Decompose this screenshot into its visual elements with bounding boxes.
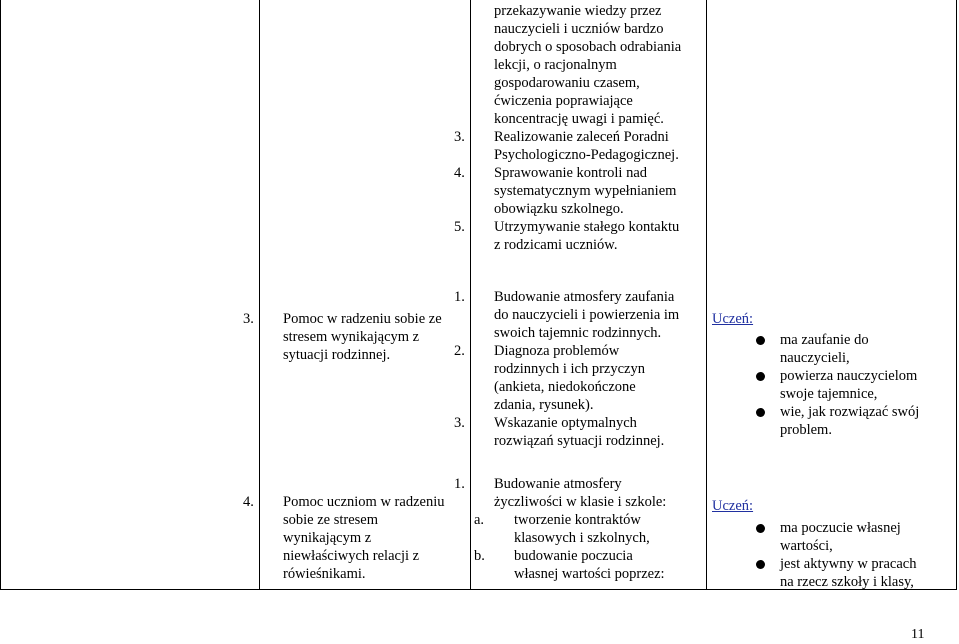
bullet-item: wie, jak rozwiązać swój problem. bbox=[754, 403, 919, 439]
text-line: własnej wartości poprzez: bbox=[514, 566, 665, 582]
text-line: rówieśnikami. bbox=[283, 566, 366, 582]
table-border-right bbox=[956, 0, 957, 589]
text-line: dobrych o sposobach odrabiania bbox=[494, 39, 682, 55]
text-line: (ankieta, niedokończone bbox=[494, 379, 636, 395]
row3-methods-cell bbox=[454, 475, 667, 583]
text-line: rozwiązań sytuacji rodzinnej. bbox=[494, 433, 665, 449]
table-divider-1 bbox=[259, 0, 260, 589]
list-item: 1. Budowanie atmosfery bbox=[454, 476, 622, 492]
text-line: nauczycieli i uczniów bardzo bbox=[494, 21, 664, 37]
student-label: Uczeń: bbox=[712, 311, 754, 327]
sub-list-item: b. budowanie poczucia bbox=[474, 548, 633, 564]
bullet-icon bbox=[756, 336, 765, 345]
row3-task-cell bbox=[243, 493, 445, 583]
row2-task-cell bbox=[243, 310, 442, 364]
bullet-icon bbox=[756, 560, 765, 569]
text-line: stresem wynikającym z bbox=[283, 329, 420, 345]
text-line: lekcji, o racjonalnym bbox=[494, 57, 617, 73]
bullet-item: ma poczucie własnej wartości, bbox=[754, 519, 917, 555]
text-line: do nauczycieli i powierzenia im bbox=[494, 307, 680, 323]
text-line: sobie ze stresem bbox=[283, 512, 379, 528]
text-line: obowiązku szkolnego. bbox=[494, 201, 624, 217]
text-line: systematycznym wypełnianiem bbox=[494, 183, 677, 199]
table-divider-2 bbox=[470, 0, 471, 589]
text-line: Psychologiczno-Pedagogicznej. bbox=[494, 147, 679, 163]
bullet-item: ma zaufanie do nauczycieli, bbox=[754, 331, 919, 367]
text-line: ćwiczenia poprawiające bbox=[494, 93, 633, 109]
row3-effects-cell bbox=[712, 497, 917, 591]
list-item: 2. Diagnoza problemów bbox=[454, 343, 620, 359]
text-line: wynikającym z bbox=[283, 530, 372, 546]
text-line: zdania, rysunek). bbox=[494, 397, 594, 413]
list-item: 4. Sprawowanie kontroli nad bbox=[454, 165, 648, 181]
table-border-left bbox=[0, 0, 1, 589]
bullet-icon bbox=[756, 372, 765, 381]
text-line: rodzinnych i ich przyczyn bbox=[494, 361, 645, 377]
student-label: Uczeń: bbox=[712, 498, 754, 514]
text-line: koncentrację uwagi i pamięć. bbox=[494, 111, 664, 127]
text-line: sytuacji rodzinnej. bbox=[283, 347, 391, 363]
list-item: 5. Utrzymywanie stałego kontaktu bbox=[454, 219, 680, 235]
task-title: 4. Pomoc uczniom w radzeniu bbox=[243, 494, 445, 510]
bullet-item: jest aktywny w pracach na rzecz szkoły i klasy, bbox=[754, 555, 917, 591]
row2-methods-cell bbox=[454, 288, 680, 450]
row2-effects-cell bbox=[712, 310, 919, 439]
list-item: 3. Realizowanie zaleceń Poradni bbox=[454, 129, 669, 145]
table-divider-3 bbox=[706, 0, 707, 589]
text-line: przekazywanie wiedzy przez bbox=[494, 3, 662, 19]
sub-list-item: a. tworzenie kontraktów bbox=[474, 512, 641, 528]
text-line: gospodarowaniu czasem, bbox=[494, 75, 640, 91]
text-line: niewłaściwych relacji z bbox=[283, 548, 420, 564]
text-line: swoich tajemnic rodzinnych. bbox=[494, 325, 662, 341]
bullet-icon bbox=[756, 408, 765, 417]
bullet-icon bbox=[756, 524, 765, 533]
text-line: klasowych i szkolnych, bbox=[514, 530, 650, 546]
list-item: 3. Wskazanie optymalnych bbox=[454, 415, 637, 431]
bullet-item: powierza nauczycielom swoje tajemnice, bbox=[754, 367, 919, 403]
page-number: 11 bbox=[911, 627, 925, 642]
task-title: 3. Pomoc w radzeniu sobie ze bbox=[243, 311, 442, 327]
text-line: życzliwości w klasie i szkole: bbox=[494, 494, 667, 510]
text-line: z rodzicami uczniów. bbox=[494, 237, 618, 253]
list-item: 1. Budowanie atmosfery zaufania bbox=[454, 289, 675, 305]
row1-methods-cell bbox=[454, 2, 682, 254]
